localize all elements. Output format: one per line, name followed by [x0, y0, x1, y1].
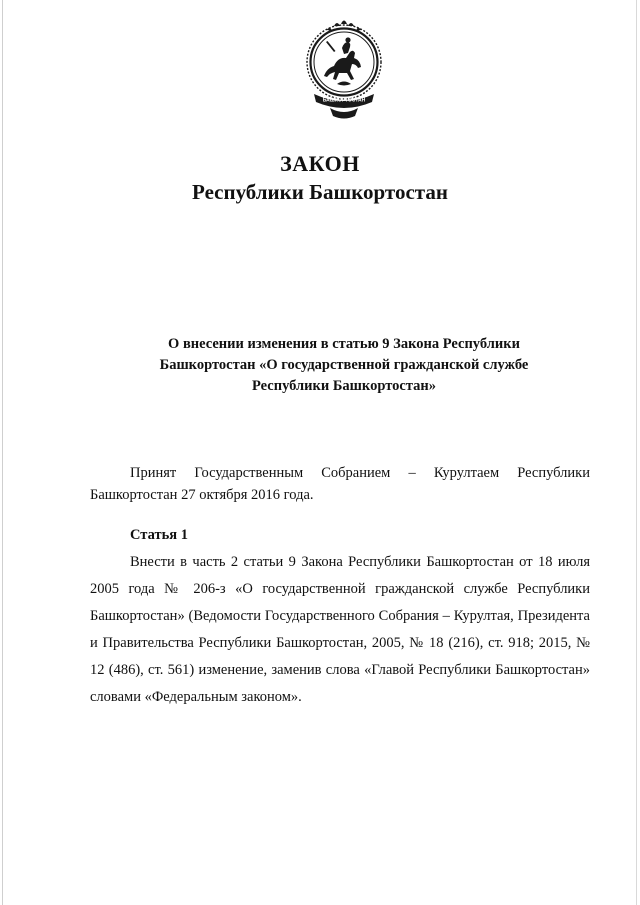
article-title: Статья 1: [130, 527, 188, 543]
law-name-heading: О внесении изменения в статью 9 Закона Республики Башкортостан «О государственной гражданской службе Республики Башкортостан»: [159, 336, 529, 394]
document-title: ЗАКОН: [280, 151, 360, 176]
adoption-paragraph: Принят Государственным Собранием – Курултаем Республики Башкортостан 27 октября 2016 года.: [90, 465, 590, 503]
scan-edge-left: [2, 0, 3, 905]
scan-edge-right: [636, 0, 637, 905]
emblem-ribbon-text: БАШКОРТОСТАН: [322, 97, 366, 104]
document-subtitle: Республики Башкортостан: [192, 180, 448, 204]
document-header: [0, 150, 640, 206]
article-text: Внести в часть 2 статьи 9 Закона Республики Башкортостан от 18 июля 2005 года № 206-з «О государственной гражданской службе Республики Башкортостан» (Ведомости Государственного Собрания – Курултая, Президента и Правительства Республики Башкортостан, 2005, № 18 (216), ст. 918; 2015, № 12 (486), ст. 561) изменение, заменив слова «Главой Республики Башкортостан» словами «Федеральным законом».: [90, 554, 590, 705]
bashkortostan-coat-of-arms-icon: [304, 18, 384, 122]
